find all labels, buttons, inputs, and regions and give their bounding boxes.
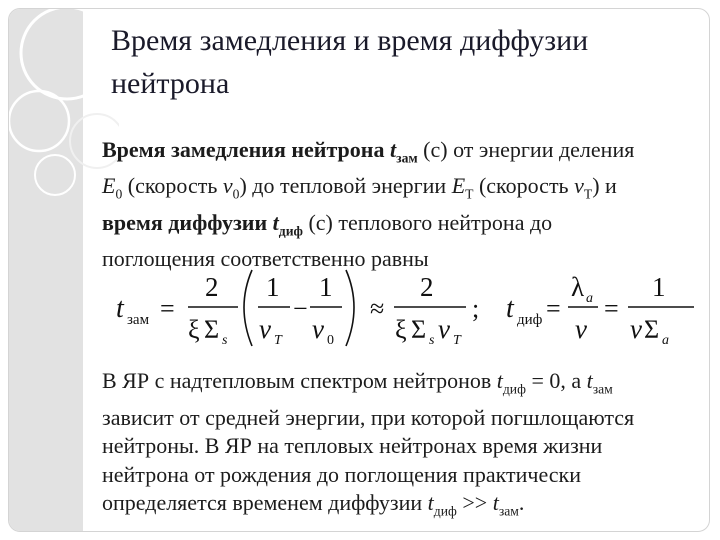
var-t: t — [272, 209, 279, 235]
sub-0: 0 — [232, 186, 240, 202]
formula-v: v — [575, 314, 587, 344]
text-run: ) и — [592, 173, 617, 199]
sub-t: T — [583, 186, 593, 202]
text-run: время диффузии — [102, 209, 273, 235]
text-run: В ЯР с надтепловым спектром нейтронов — [102, 368, 497, 393]
text-run: . — [518, 490, 525, 516]
var-t: t — [389, 137, 397, 162]
formula-t: t — [506, 293, 514, 324]
formula-one: 1 — [319, 272, 333, 302]
formula-sub-0: 0 — [327, 333, 334, 348]
formula-two: 2 — [205, 272, 219, 302]
formula-v: v — [438, 314, 450, 344]
formula-one: 1 — [652, 272, 666, 302]
var-e: E — [451, 173, 466, 199]
sub-0: 0 — [115, 186, 123, 202]
sub-zam: зам — [498, 503, 519, 519]
var-t: t — [586, 368, 593, 393]
var-t: t — [492, 490, 499, 516]
formula-sub-s: s — [222, 333, 228, 348]
paragraph-definition — [102, 136, 692, 273]
var-v: v — [574, 173, 584, 199]
paragraph-conclusion — [102, 367, 702, 526]
text-run: (скорость — [122, 173, 223, 199]
text-run: >> — [456, 490, 493, 516]
text-run: (с) от энергии деления — [417, 137, 635, 162]
paren-right — [346, 270, 354, 346]
sub-zam: зам — [396, 150, 418, 166]
var-e: E — [102, 173, 116, 199]
formula-two: 2 — [420, 272, 434, 302]
formula-sub-t: T — [274, 333, 282, 348]
formula-minus: − — [293, 294, 308, 323]
text-run: поглощения соответственно равны — [102, 246, 429, 272]
formula-v: v — [259, 314, 271, 344]
title-line-2: нейтрона — [111, 67, 230, 100]
formula-sub-dif: диф — [517, 312, 543, 328]
sub-zam: зам — [592, 381, 613, 397]
var-t: t — [427, 490, 434, 516]
formula-one: 1 — [266, 272, 280, 302]
sub-dif: диф — [278, 223, 303, 239]
text-run: определяется временем диффузии — [102, 490, 428, 516]
formula-sub-zam: зам — [127, 312, 150, 328]
text-run: нейтроны. В ЯР на тепловых нейтронах время жизни — [102, 433, 603, 459]
text-run: = 0, а — [525, 368, 587, 393]
formula-sigma: Σ — [204, 315, 220, 344]
text-run: (с) теплового нейтрона до — [302, 209, 553, 235]
text-run: ) до тепловой энергии — [239, 173, 452, 199]
formula-lambda: λ — [571, 272, 585, 302]
formula-sub-t: T — [453, 333, 461, 348]
var-t: t — [496, 368, 503, 393]
text-run: зависит от средней энергии, при которой погшлощаются — [102, 404, 635, 430]
sub-t: T — [465, 186, 474, 202]
slide-title — [111, 19, 710, 105]
formula-eq: = — [160, 294, 175, 323]
formula-t: t — [116, 293, 124, 324]
formula-eq: = — [546, 294, 561, 323]
title-line-1: Время замедления и время диффузии — [111, 24, 589, 57]
text-run: Время замедления нейтрона — [102, 137, 390, 162]
text-run: (скорость — [473, 173, 575, 199]
sub-dif: диф — [433, 503, 457, 519]
formula-approx: ≈ — [370, 294, 385, 323]
formula-semicolon: ; — [472, 294, 480, 323]
formula-eq: = — [604, 294, 619, 323]
text-run: нейтрона от рождения до поглощения практически — [102, 461, 581, 487]
formula-tail — [624, 262, 704, 352]
formula-xi: ξ — [188, 315, 200, 344]
formula-sigma: Σ — [644, 315, 660, 344]
formula-v: v — [630, 314, 642, 344]
sub-dif: диф — [502, 381, 526, 397]
formula-sub-s: s — [429, 333, 435, 348]
var-v: v — [222, 173, 233, 199]
paren-left — [244, 270, 252, 346]
formula-sub-a: a — [662, 333, 669, 348]
formula-sub-a: a — [586, 291, 593, 306]
formula-sigma: Σ — [411, 315, 427, 344]
formula-xi: ξ — [395, 315, 407, 344]
formula — [116, 262, 636, 352]
formula-v: v — [312, 314, 324, 344]
